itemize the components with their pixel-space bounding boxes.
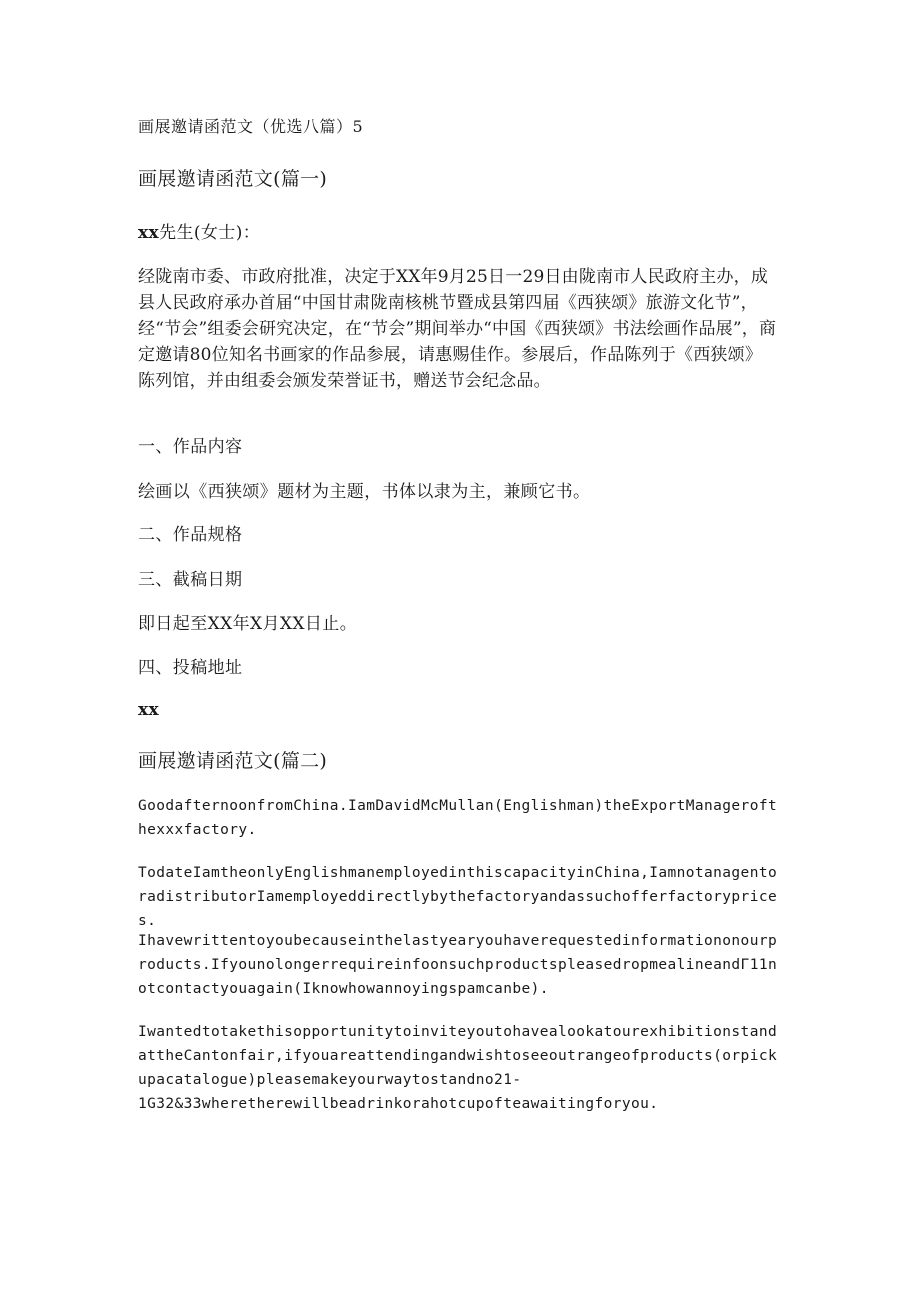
section2-heading: 画展邀请函范文(篇二) xyxy=(138,750,328,772)
english-paragraph-1: GoodafternoonfromChina.IamDavidMcMullan(Englishman)theExportManagerofthexxxfactory. xyxy=(138,798,778,838)
salutation xyxy=(138,218,260,243)
english-paragraph-3: Ihavewrittentoyoubecauseinthelastyearyouhaverequestedinformationonourproducts.IfyounolongerrequireinfoonsuchproductspleasedropmealineandΓ11notcontactyouagain(Iknowhowannoyingspamcanbe). xyxy=(138,933,778,997)
document-title: 画展邀请函范文（优选八篇）5 xyxy=(138,117,364,136)
item3-heading: 三、截稿日期 xyxy=(138,570,243,590)
section1-heading: 画展邀请函范文(篇一) xyxy=(138,168,328,190)
intro-paragraph: 经陇南市委、市政府批准，决定于XX年9月25日一29日由陇南市人民政府主办，成县人民政府承办首届“中国甘肃陇南核桃节暨成县第四届《西狭颂》旅游文化节”，经“节会”组委会研究决定，在“节会”期间举办“中国《西狭颂》书法绘画作品展”，商定邀请80位知名书画家的作品参展，请惠赐佳作。参展后，作品陈列于《西狭颂》陈列馆，并由组委会颁发荣誉证书，赠送节会纪念品。 xyxy=(138,267,777,391)
item2-heading: 二、作品规格 xyxy=(138,525,243,545)
item4-text: xx xyxy=(138,700,160,720)
salutation-title: 先生(女士)： xyxy=(159,223,261,243)
salutation-name: xx xyxy=(138,223,160,243)
item1-heading: 一、作品内容 xyxy=(138,437,243,457)
english-paragraph-4-line2: 1G32&33wheretherewillbeadrinkorahotcupofteawaitingforyou. xyxy=(138,1096,659,1112)
english-paragraph-2: TodateIamtheonlyEnglishmanemployedinthiscapacityinChina,IamnotanagentoradistributorIamemployeddirectlybythefactoryandassuchofferfactoryprices. xyxy=(138,865,778,929)
item3-text: 即日起至XX年X月XX日止。 xyxy=(138,614,358,634)
item4-heading: 四、投稿地址 xyxy=(138,658,243,678)
english-paragraph-4 xyxy=(138,1020,778,1116)
english-paragraph-4-line1: IwantedtotakethisopportunitytoinviteyoutohavealookatourexhibitionstandattheCantonfair,ifyouareattendingandwishtoseeoutrangeofproducts(orpickupacatalogue)pleasemakeyourwaytostandno21- xyxy=(138,1024,778,1088)
item1-text: 绘画以《西狭颂》题材为主题，书体以隶为主，兼顾它书。 xyxy=(138,482,591,502)
